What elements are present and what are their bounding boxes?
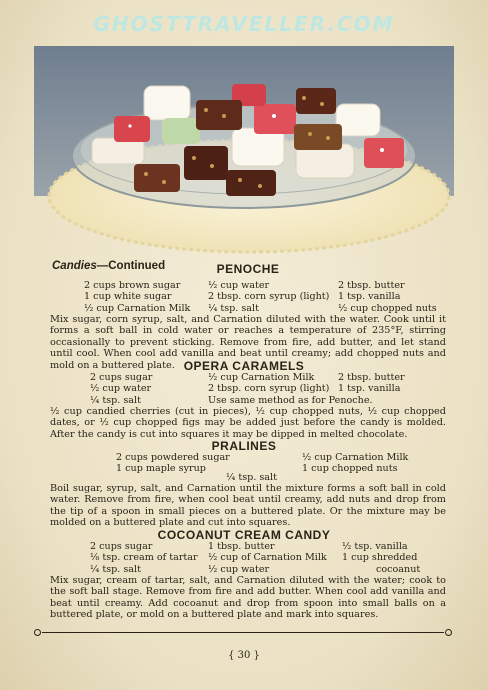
pralines-method: Boil sugar, syrup, salt, and Carnation until the mixture forms a soft ball in cold water. Remove from fire, when cool beat until creamy, add nuts and drop from the tip of a spoon in small pieces on a buttered plate. Or the mixture may be molded on a buttered plate and cut into squares. bbox=[50, 483, 446, 529]
cocoanut-col-1: 2 cups sugar ⅛ tsp. cream of tartar ¼ tsp. salt bbox=[90, 541, 198, 575]
opera-col-3: 2 tbsp. butter 1 tsp. vanilla bbox=[338, 372, 405, 395]
penoche-ingredients bbox=[0, 280, 488, 316]
footer-rule bbox=[42, 632, 444, 633]
penoche-title: PENOCHE bbox=[216, 262, 280, 276]
cocoanut-cream-title: COCOANUT CREAM CANDY bbox=[157, 528, 331, 542]
pralines-salt: ¼ tsp. salt bbox=[226, 472, 277, 483]
penoche-col-2: ½ cup water 2 tbsp. corn syrup (light) ¼ tsp. salt bbox=[208, 280, 330, 314]
opera-col-2: ½ cup Carnation Milk 2 tbsp. corn syrup (light) Use same method as for Penoche. bbox=[208, 372, 373, 406]
opera-caramels-title: OPERA CARAMELS bbox=[183, 359, 305, 373]
cocoanut-col-3: ½ tsp. vanilla 1 cup shredded cocoanut bbox=[342, 541, 421, 575]
opera-col-1: 2 cups sugar ½ cup water ¼ tsp. salt bbox=[90, 372, 153, 406]
candy-dish-illustration bbox=[34, 46, 454, 254]
cocoanut-col-2: 1 tbsp. butter ½ cup of Carnation Milk ½ cup water bbox=[208, 541, 327, 575]
rule-end-ornament-right bbox=[445, 629, 452, 636]
pralines-title: PRALINES bbox=[211, 439, 277, 453]
cocoanut-cream-method: Mix sugar, cream of tartar, salt, and Carnation diluted with the water; cook to the soft ball stage. Remove from fire and add butter. When cool add vanilla and beat until creamy. Add cocoanut and drop from spoon into small balls on a buttered plate, or mold on a buttered plate and mark into squares. bbox=[50, 575, 446, 621]
cocoanut-cream-ingredients bbox=[0, 541, 488, 577]
pralines-col-1: 2 cups powdered sugar 1 cup maple syrup bbox=[116, 452, 230, 475]
page-number: { 30 } bbox=[228, 650, 260, 661]
opera-caramels-ingredients bbox=[0, 372, 488, 408]
pralines-col-2: ½ cup Carnation Milk 1 cup chopped nuts bbox=[302, 452, 409, 475]
rule-end-ornament-left bbox=[34, 629, 41, 636]
section-heading-row bbox=[52, 258, 444, 280]
penoche-col-1: 2 cups brown sugar 1 cup white sugar ½ cup Carnation Milk bbox=[84, 280, 191, 314]
opera-caramels-method: ½ cup candied cherries (cut in pieces), ½ cup chopped nuts, ½ cup chopped dates, or ½ cup chopped figs may be added just before the candy is molded. After the candy is cut into squares it may be dipped in melted chocolate. bbox=[50, 406, 446, 440]
section-label: Candies—Continued bbox=[52, 260, 166, 272]
penoche-method: Mix sugar, corn syrup, salt, and Carnation diluted with the water. Cook until it forms a soft ball in cold water or reaches a temperature of 235°F, stirring occasionally to prevent sticking. Remove from fire, add butter, and let stand until cool. When cool add vanilla and beat until creamy; add chopped nuts and mold on a buttered plate. bbox=[50, 314, 446, 371]
penoche-col-3: 2 tbsp. butter 1 tsp. vanilla ½ cup chopped nuts bbox=[338, 280, 437, 314]
watermark: GHOSTTRAVELLER.COM bbox=[93, 12, 395, 36]
